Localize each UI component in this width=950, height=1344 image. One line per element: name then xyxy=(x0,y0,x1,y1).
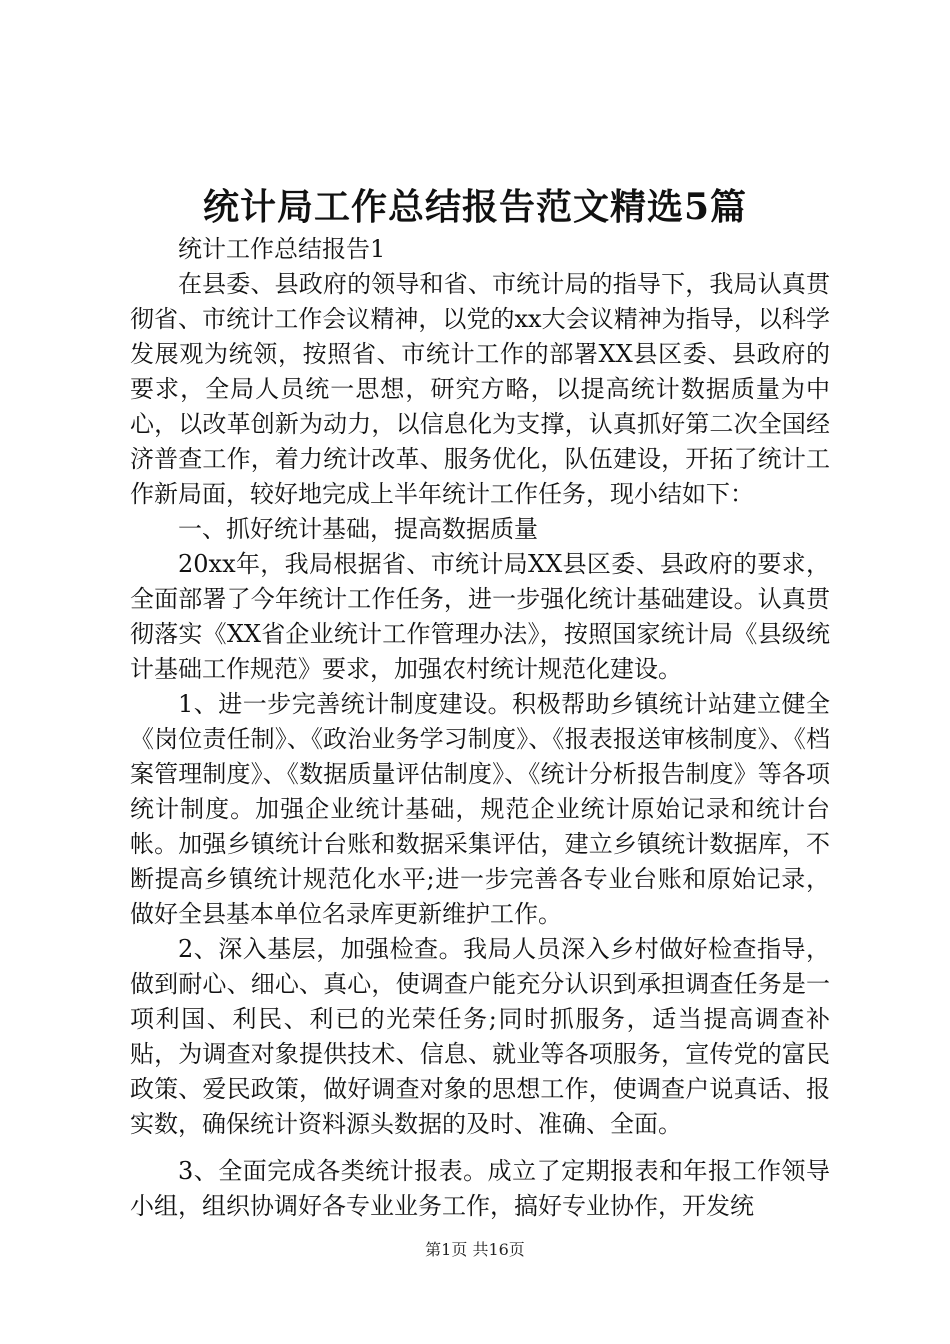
page-number: 第1页 共16页 xyxy=(425,1240,525,1259)
page-title: 统计局工作总结报告范文精选5篇 xyxy=(202,186,748,228)
body-paragraph: 2、深入基层，加强检查。我局人员深入乡村做好检查指导，做到耐心、细心、真心，使调查户能充分认识到承担调查任务是一项利国、利民、利已的光荣任务;同时抓服务，适当提高调查补贴，为调查对象提供技术、信息、就业等各项服务，宣传党的富民政策、爱民政策，做好调查对象的思想工作，使调查户说真话、报实数，确保统计资料源头数据的及时、准确、全面。 xyxy=(130,935,830,1138)
document-body xyxy=(130,232,830,1224)
body-paragraph: 1、进一步完善统计制度建设。积极帮助乡镇统计站建立健全《岗位责任制》、《政治业务学习制度》、《报表报送审核制度》、《档案管理制度》、《数据质量评估制度》、《统计分析报告制度》等各项统计制度。加强企业统计基础，规范企业统计原始记录和统计台帐。加强乡镇统计台账和数据采集评估，建立乡镇统计数据库，不断提高乡镇统计规范化水平;进一步完善各专业台账和原始记录，做好全县基本单位名录库更新维护工作。 xyxy=(130,690,830,928)
body-paragraph: 20xx年，我局根据省、市统计局XX县区委、县政府的要求，全面部署了今年统计工作任务，进一步强化统计基础建设。认真贯彻落实《XX省企业统计工作管理办法》，按照国家统计局《县级统计基础工作规范》要求，加强农村统计规范化建设。 xyxy=(130,550,830,683)
body-paragraph: 在县委、县政府的领导和省、市统计局的指导下，我局认真贯彻省、市统计工作会议精神，以党的xx大会议精神为指导，以科学发展观为统领，按照省、市统计工作的部署XX县区委、县政府的要求，全局人员统一思想，研究方略，以提高统计数据质量为中心，以改革创新为动力，以信息化为支撑，认真抓好第二次全国经济普查工作，着力统计改革、服务优化，队伍建设，开拓了统计工作新局面，较好地完成上半年统计工作任务，现小结如下： xyxy=(130,270,830,508)
section-heading: 一、抓好统计基础，提高数据质量 xyxy=(178,515,538,543)
subsection-heading: 统计工作总结报告1 xyxy=(178,235,386,263)
body-paragraph: 3、全面完成各类统计报表。成立了定期报表和年报工作领导小组，组织协调好各专业业务工作，搞好专业协作，开发统 xyxy=(130,1157,830,1220)
